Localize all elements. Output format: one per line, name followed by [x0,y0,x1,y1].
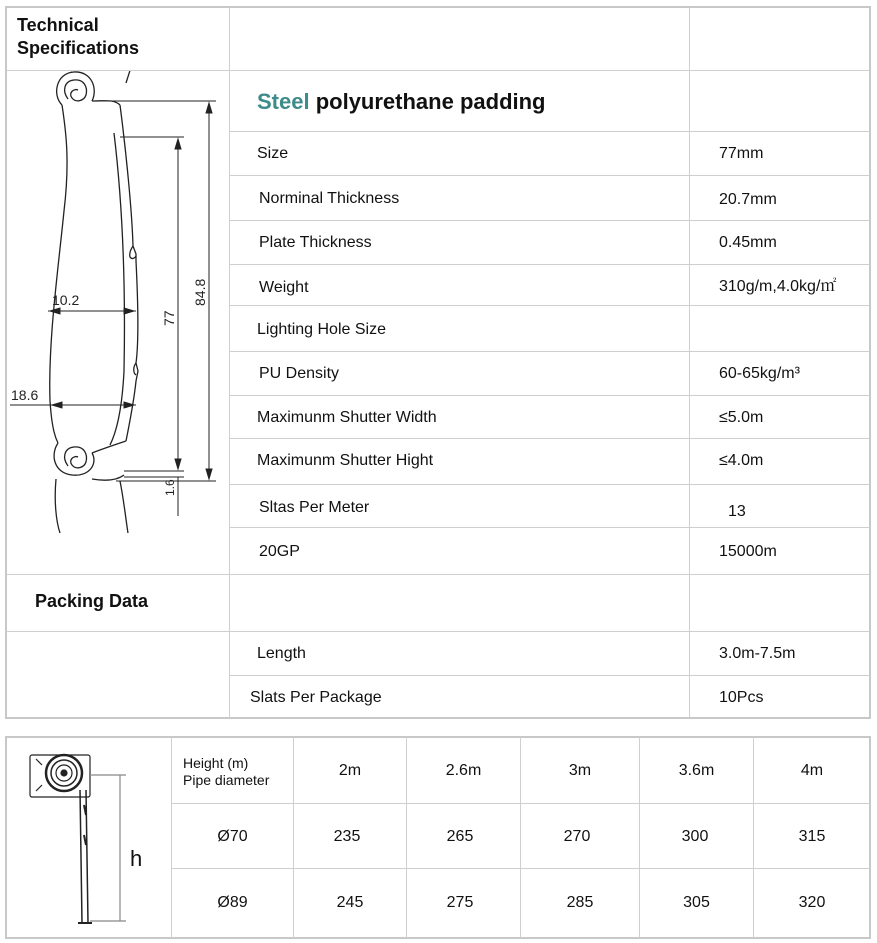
pipe-header-diameter: Pipe diameter [183,772,270,788]
diameter-89: Ø89 [217,894,248,911]
spec-value-nominal-thickness: 20.7mm [719,191,777,208]
spec-value-20gp: 15000m [719,543,777,560]
spec-col-divider-1 [229,7,230,718]
dim-84-8: 84.8 [192,278,208,306]
height-3m: 3m [568,762,592,779]
spec-value-slats-per-meter: 13 [728,503,746,520]
dim-18-6: 18.6 [11,387,39,403]
table-cell: 270 [563,828,591,845]
spec-row-divider [6,631,870,632]
technical-specifications-heading: Technical Specifications [17,15,140,58]
spec-label-slats-per-meter: Sltas Per Meter [259,499,370,516]
pipe-header-height: Height (m) [183,755,249,771]
table-cell: 285 [566,894,594,911]
product-title [257,89,546,115]
spec-value-weight: 310g/m,4.0kg/㎡ [719,278,837,295]
packing-value-length: 3.0m-7.5m [719,645,796,662]
height-4m: 4m [800,762,824,779]
roller-shutter-illustration [20,745,160,930]
table-cell: 315 [798,828,826,845]
spec-label-pu-density: PU Density [259,365,340,382]
dim-77: 77 [161,310,177,326]
spec-label-max-height: Maximunm Shutter Hight [257,452,434,469]
spec-value-max-width: ≤5.0m [719,409,764,426]
table-cell: 275 [446,894,474,911]
table-cell: 265 [446,828,474,845]
spec-label-nominal-thickness: Norminal Thickness [259,190,400,207]
slat-profile-drawing [6,71,229,574]
spec-label-plate-thickness: Plate Thickness [259,234,372,251]
table-cell: 235 [333,828,361,845]
spec-value-size: 77mm [719,145,764,162]
diameter-70: Ø70 [217,828,248,845]
spec-label-20gp: 20GP [259,543,300,560]
spec-col-divider-2 [689,7,690,718]
spec-label-size: Size [257,145,289,162]
spec-row-divider [6,574,870,575]
packing-label-slats-per-package: Slats Per Package [250,689,382,706]
spec-label-weight: Weight [259,279,309,296]
spec-value-pu-density: 60-65kg/m³ [719,365,800,382]
height-h-label: h [130,846,143,871]
table-cell: 305 [683,894,710,911]
product-title-accent: Steel [257,89,310,114]
table-cell: 300 [681,828,709,845]
packing-label-length: Length [257,645,306,662]
height-3-6m: 3.6m [678,762,715,779]
table-cell: 320 [798,894,826,911]
spec-label-max-width: Maximunm Shutter Width [257,409,437,426]
spec-label-lighting-hole: Lighting Hole Size [257,321,386,338]
product-title-rest: polyurethane padding [309,89,546,114]
dim-1-6: 1.6 [163,479,177,496]
height-2-6m: 2.6m [445,762,482,779]
packing-data-heading: Packing Data [35,591,149,611]
height-2m: 2m [338,762,362,779]
table-cell: 245 [336,894,364,911]
spec-value-plate-thickness: 0.45mm [719,234,777,251]
packing-value-slats-per-package: 10Pcs [719,689,764,706]
dim-10-2: 10.2 [52,292,80,308]
spec-value-max-height: ≤4.0m [719,452,764,469]
